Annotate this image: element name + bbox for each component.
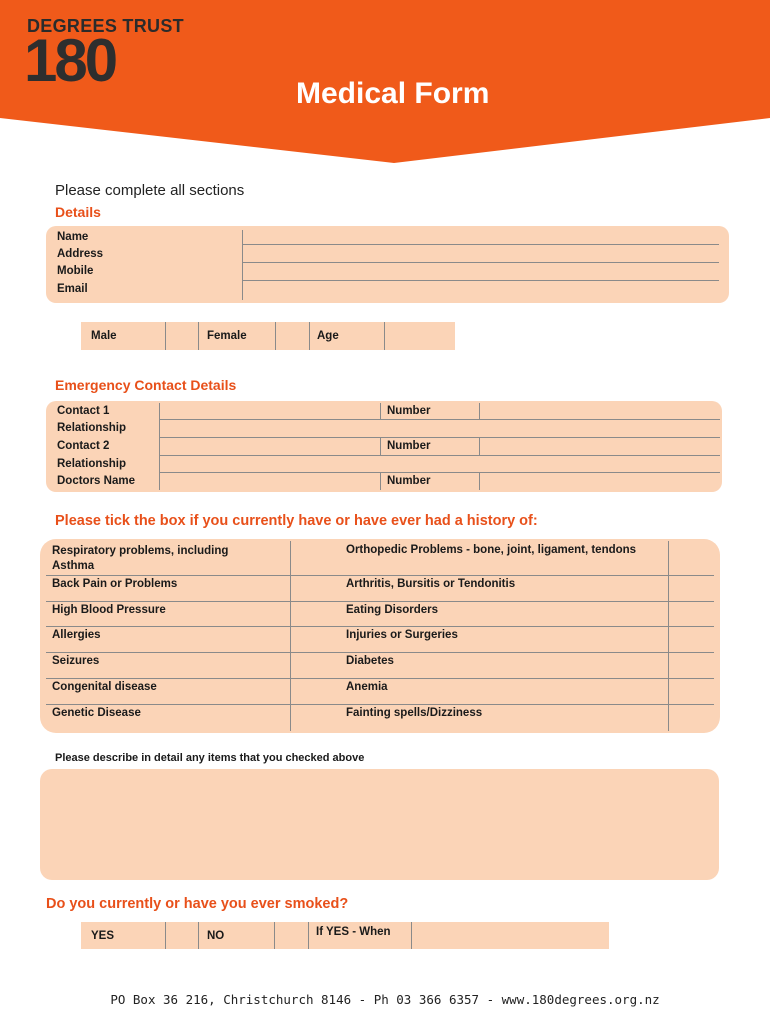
history-left-checkbox[interactable] [292,653,338,677]
age-label: Age [317,330,339,342]
female-checkbox[interactable] [276,322,309,350]
history-right-checkbox[interactable] [670,576,714,600]
male-label: Male [91,330,117,342]
contact2-field[interactable] [162,439,378,454]
no-checkbox[interactable] [275,922,308,949]
history-left-checkbox[interactable] [292,705,338,729]
relationship1-field[interactable] [162,421,718,436]
contact2-number-field[interactable] [482,439,718,454]
history-right-checkbox[interactable] [670,679,714,703]
relationship1-label: Relationship [57,422,127,434]
age-field[interactable] [385,322,455,350]
contact1-label: Contact 1 [57,405,110,417]
contact2-label: Contact 2 [57,440,110,452]
name-field[interactable] [246,228,716,243]
page-title: Medical Form [296,77,490,110]
relationship2-label: Relationship [57,458,127,470]
history-left-label: Seizures [52,655,100,667]
history-right-label: Orthopedic Problems - bone, joint, ligament, tendons [346,544,637,556]
history-right-label: Injuries or Surgeries [346,629,458,641]
logo-text: DEGREES TRUST [27,16,184,36]
history-heading: Please tick the box if you currently have or have ever had a history of: [55,513,538,529]
yes-label: YES [91,930,115,942]
name-label: Name [57,231,89,243]
history-left-checkbox[interactable] [292,576,338,600]
contact1-number-field[interactable] [482,403,718,418]
history-right-checkbox[interactable] [670,602,714,626]
history-left-label: Respiratory problems, including Asthma [52,545,229,572]
mobile-field[interactable] [246,264,716,279]
relationship2-field[interactable] [162,456,718,471]
mobile-label: Mobile [57,265,94,277]
when-label: If YES - When [316,926,391,938]
history-left-label: Genetic Disease [52,707,141,719]
no-label: NO [207,930,225,942]
history-left-checkbox[interactable] [292,602,338,626]
history-left-label: Congenital disease [52,681,157,693]
doctor-number-label: Number [387,475,431,487]
smoke-row [81,922,609,949]
emergency-panel [46,401,722,492]
doctors-name-label: Doctors Name [57,475,135,487]
history-right-checkbox[interactable] [670,653,714,677]
history-right-label: Eating Disorders [346,604,439,616]
history-left-label: Back Pain or Problems [52,578,178,590]
yes-checkbox[interactable] [166,922,198,949]
address-label: Address [57,248,104,260]
history-right-label: Arthritis, Bursitis or Tendonitis [346,578,516,590]
contact1-number-label: Number [387,405,431,417]
when-field[interactable] [412,922,609,949]
email-label: Email [57,283,88,295]
female-label: Female [207,330,247,342]
intro-text: Please complete all sections [55,182,245,199]
history-right-label: Anemia [346,681,388,693]
history-right-checkbox[interactable] [670,541,714,574]
gender-age-row [81,322,455,350]
contact1-field[interactable] [162,403,378,418]
describe-textarea[interactable] [40,769,719,880]
history-right-checkbox[interactable] [670,705,714,729]
history-right-label: Fainting spells/Dizziness [346,707,483,719]
contact2-number-label: Number [387,440,431,452]
doctor-number-field[interactable] [482,474,718,489]
details-heading: Details [55,204,101,220]
email-field[interactable] [246,282,716,299]
footer-contact: PO Box 36 216, Christchurch 8146 - Ph 03 366 6357 - www.180degrees.org.nz [110,992,660,1007]
history-left-checkbox[interactable] [292,541,338,574]
address-field[interactable] [246,246,716,261]
logo-number: 180 [24,27,116,94]
details-panel [46,226,729,303]
history-right-checkbox[interactable] [670,627,714,651]
history-right-label: Diabetes [346,655,394,667]
smoke-heading: Do you currently or have you ever smoked? [46,896,349,912]
describe-label: Please describe in detail any items that you checked above [55,752,365,764]
history-left-checkbox[interactable] [292,679,338,703]
history-panel [40,539,720,733]
history-left-checkbox[interactable] [292,627,338,651]
male-checkbox[interactable] [166,322,198,350]
emergency-heading: Emergency Contact Details [55,377,237,393]
history-left-label: Allergies [52,629,101,641]
history-left-label: High Blood Pressure [52,604,166,616]
doctors-name-field[interactable] [162,474,378,489]
